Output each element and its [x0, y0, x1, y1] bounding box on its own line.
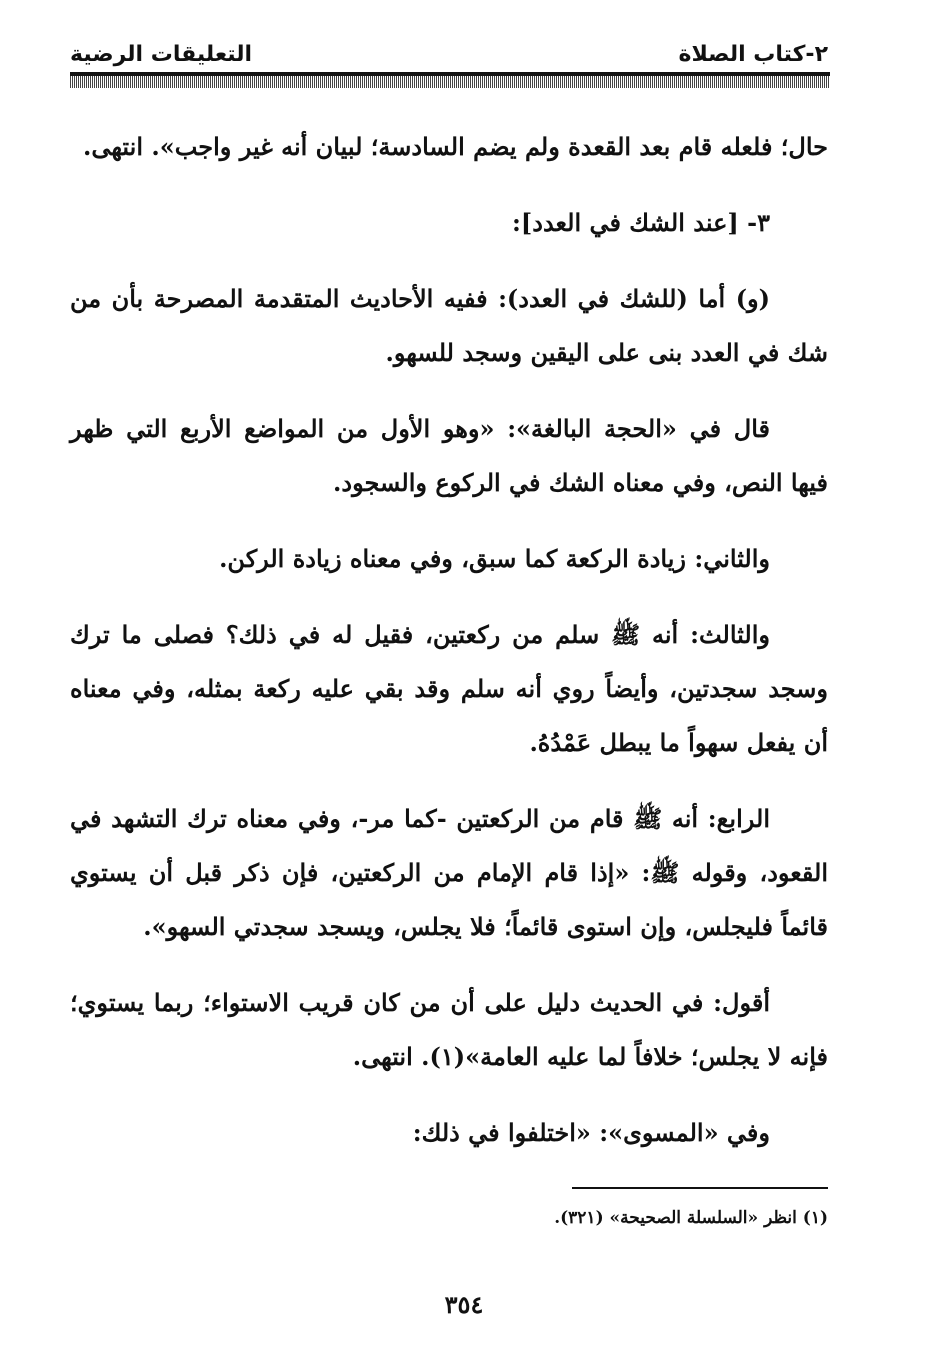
running-header — [70, 36, 828, 72]
section-heading: ٣- [عند الشك في العدد]: — [512, 208, 770, 237]
footnote-rule — [572, 1187, 828, 1189]
main-text — [70, 120, 828, 1182]
footnote: (١) انظر «السلسلة الصحيحة» (٣٢١). — [554, 1208, 828, 1228]
chapter-title: ٢-كتاب الصلاة — [678, 42, 828, 67]
paragraph-1: حال؛ فلعله قام بعد القعدة ولم يضم السادسة؛ لبيان أنه غير واجب». انتهى. — [82, 132, 828, 161]
paragraph-2: (و) أما (للشك في العدد): ففيه الأحاديث المتقدمة المصرحة بأن من شك في العدد بنى على اليقين وسجد للسهو. — [70, 284, 828, 367]
header-rule — [70, 72, 830, 88]
page-number: ٣٥٤ — [444, 1290, 484, 1319]
book-title: التعليقات الرضية — [70, 42, 253, 67]
paragraph-5: والثالث: أنه ﷺ سلم من ركعتين، فقيل له في ذلك؟ فصلى ما ترك وسجد سجدتين، وأيضاً روي أنه سلم وقد بقي عليه ركعة بمثله، وفي معناه أن يفعل سهواً ما يبطل عَمْدُهُ. — [70, 620, 828, 757]
paragraph-4: والثاني: زيادة الركعة كما سبق، وفي معناه زيادة الركن. — [219, 544, 770, 573]
paragraph-6: الرابع: أنه ﷺ قام من الركعتين -كما مر-، وفي معناه ترك التشهد في القعود، وقوله ﷺ: «إذا قام الإمام من الركعتين، فإن ذكر قبل أن يستوي قائماً فليجلس، وإن استوى قائماً؛ فلا يجلس، ويسجد سجدتي السهو». — [70, 804, 828, 941]
paragraph-7: أقول: في الحديث دليل على أن من كان قريب الاستواء؛ ربما يستوي؛ فإنه لا يجلس؛ خلافاً لما عليه العامة»(١). انتهى. — [70, 988, 828, 1071]
paragraph-3: قال في «الحجة البالغة»: «وهو الأول من المواضع الأربع التي ظهر فيها النص، وفي معناه الشك في الركوع والسجود. — [70, 414, 828, 497]
paragraph-8: وفي «المسوى»: «اختلفوا في ذلك: — [412, 1118, 770, 1147]
